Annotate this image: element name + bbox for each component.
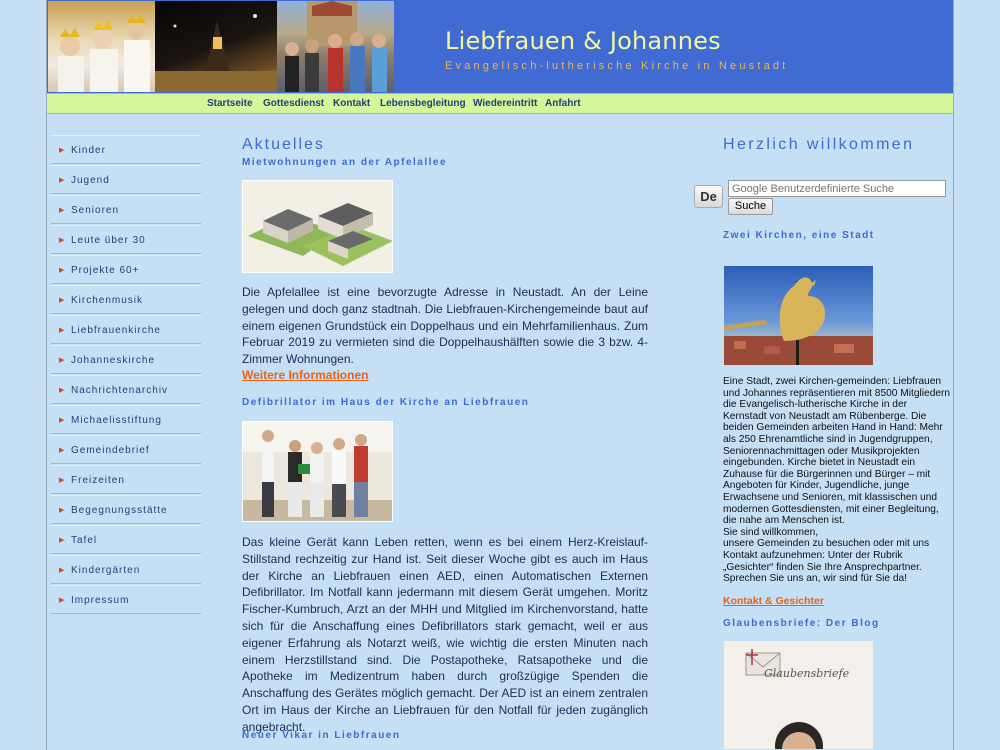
arrow-right-icon: ▶ bbox=[59, 357, 65, 364]
top-navigation bbox=[47, 93, 954, 114]
welcome-heading: Herzlich willkommen bbox=[723, 136, 915, 153]
arrow-right-icon: ▶ bbox=[59, 567, 65, 574]
sidebar-item-label: Senioren bbox=[71, 205, 120, 216]
article-title[interactable]: Neuer Vikar in Liebfrauen bbox=[242, 730, 401, 741]
sidebar-item-label: Freizeiten bbox=[71, 475, 125, 486]
article-text: Das kleine Gerät kann Leben retten, wenn es bei einem Herz-Kreislauf-Stillstand rechzeitig zur Hand ist. Seit dieser Woche gibt es auch im Haus der Kirche an Liebfrauen einen AED, einen Automatischen Externen Defibrillator. Im Notfall kann jedermann mit diesem Gerät umgehen. Moritz Fischer-Kumbruch, Arzt an der MHH und Mitglied im Kirchenvorstand, hatte sich für die Anschaffung eines Defibrillators stark gemacht, weil er aus eigener Erfahrung als Notarzt weiß, wie wichtig die ersten Minuten nach einem Herzstillstand sind. Die Postapotheke, Ratsapotheke und die Apotheke im Medizentrum haben durch großzügige Spenden die Anschaffung des Gerätes möglich gemacht. Der AED ist an einem zentralen Ort im Haus der Kirche an Liebfrauen für den Notfall für jeden zugänglich angebracht. bbox=[242, 535, 648, 734]
sidebar-item-kinder[interactable] bbox=[51, 135, 201, 164]
site-subtitle: Evangelisch-lutherische Kirche in Neustadt bbox=[445, 60, 789, 72]
sidebar-item-label: Kinder bbox=[71, 145, 106, 156]
sidebar-item-johanneskirche[interactable] bbox=[51, 345, 201, 374]
sidebar-item-label: Tafel bbox=[71, 535, 98, 546]
arrow-right-icon: ▶ bbox=[59, 147, 65, 154]
arrow-right-icon: ▶ bbox=[59, 597, 65, 604]
site-header bbox=[47, 0, 954, 93]
arrow-right-icon: ▶ bbox=[59, 417, 65, 424]
arrow-right-icon: ▶ bbox=[59, 387, 65, 394]
sidebar-item-label: Leute über 30 bbox=[71, 235, 146, 246]
header-photo-people bbox=[277, 1, 394, 92]
language-de-button[interactable]: De bbox=[694, 185, 723, 208]
sidebar-item-impressum[interactable] bbox=[51, 585, 201, 614]
sidebar-item-liebfrauenkirche[interactable] bbox=[51, 315, 201, 344]
nav-anfahrt[interactable]: Anfahrt bbox=[545, 98, 581, 109]
sidebar-item-label: Kirchenmusik bbox=[71, 295, 144, 306]
article-image-defibrillator-group[interactable] bbox=[242, 421, 393, 522]
sidebar-item-label: Impressum bbox=[71, 595, 130, 606]
sidebar-item-label: Begegnungsstätte bbox=[71, 505, 168, 516]
header-photo-children bbox=[48, 1, 155, 92]
sidebar-item-freizeiten[interactable] bbox=[51, 465, 201, 494]
sidebar-item-nachrichtenarchiv[interactable] bbox=[51, 375, 201, 404]
sidebar-item-begegnungsstaette[interactable] bbox=[51, 495, 201, 524]
article-image-houses[interactable] bbox=[242, 180, 393, 273]
search-button[interactable]: Suche bbox=[728, 198, 773, 215]
more-info-link[interactable]: Weitere Informationen bbox=[242, 368, 369, 382]
sidebar-item-senioren[interactable] bbox=[51, 195, 201, 224]
contact-faces-link[interactable]: Kontakt & Gesichter bbox=[723, 595, 824, 607]
sidebar-item-tafel[interactable] bbox=[51, 525, 201, 554]
arrow-right-icon: ▶ bbox=[59, 237, 65, 244]
arrow-right-icon: ▶ bbox=[59, 177, 65, 184]
arrow-right-icon: ▶ bbox=[59, 267, 65, 274]
header-photo-church-night bbox=[155, 1, 277, 92]
search-input[interactable] bbox=[728, 180, 946, 197]
news-heading: Aktuelles bbox=[242, 136, 325, 153]
sidebar-item-gemeindebrief[interactable] bbox=[51, 435, 201, 464]
sidebar-item-projekte-60[interactable] bbox=[51, 255, 201, 284]
page-frame bbox=[46, 0, 954, 750]
sidebar-item-leute-ueber-30[interactable] bbox=[51, 225, 201, 254]
arrow-right-icon: ▶ bbox=[59, 477, 65, 484]
sidebar-item-label: Nachrichtenarchiv bbox=[71, 385, 169, 396]
nav-wiedereintritt[interactable]: Wiedereintritt bbox=[473, 98, 538, 109]
arrow-right-icon: ▶ bbox=[59, 537, 65, 544]
welcome-text: Eine Stadt, zwei Kirchen-gemeinden: Liebfrauen und Johannes repräsentieren mit 8500 Mitgliedern die Evangelisch-lutherische Kirche in der Kernstadt von Neustadt am Rübenberge. Die beiden Gemeinden arbeiten Hand in Hand: Mehr als 250 Ehrenamtliche sind in Jugendgruppen, Seniorennachmittagen oder Musikprojekten eingebunden. Kirche bietet in Neustadt ein Zuhause für die Bürgerinnen und Bürger – mit Angeboten für Kinder, Jugendliche, junge Erwachsene und Senioren, mit klassischen und modernen Gottesdiensten, mit einer Begleitung, die nahe am Menschen ist. Sie sind willkommen, unsere Gemeinden zu besuchen oder mit uns Kontakt aufzunehmen: Unter der Rubrik „Gesichter“ finden Sie Ihre Ansprechpartner. Sprechen Sie uns an, wir sind für Sie da! bbox=[723, 376, 951, 585]
sidebar-menu bbox=[47, 114, 201, 750]
nav-gottesdienst[interactable]: Gottesdienst bbox=[263, 98, 325, 109]
main-content bbox=[201, 114, 679, 750]
arrow-right-icon: ▶ bbox=[59, 327, 65, 334]
arrow-right-icon: ▶ bbox=[59, 507, 65, 514]
blog-image-lettering: Glaubensbriefe bbox=[764, 667, 850, 680]
article-text: Die Apfelallee ist eine bevorzugte Adresse in Neustadt. An der Leine gelegen und doch ganz stadtnah. Die Liebfrauen-Kirchengemeinde baut auf einem eigenen Grundstück ein Doppelhaus und ein Mehrfamilienhaus. Zum Februar 2019 zu vermieten sind die Doppelhaushälften sowie die 3 bzw. 4-Zimmer Wohnungen. bbox=[242, 285, 648, 367]
article-title[interactable]: Mietwohnungen an der Apfelallee bbox=[242, 157, 448, 168]
arrow-right-icon: ▶ bbox=[59, 207, 65, 214]
sidebar-item-label: Johanneskirche bbox=[71, 355, 156, 366]
right-column bbox=[679, 114, 954, 750]
article-title[interactable]: Defibrillator im Haus der Kirche an Liebfrauen bbox=[242, 397, 530, 408]
section-title: Glaubensbriefe: Der Blog bbox=[723, 618, 880, 629]
site-title: Liebfrauen & Johannes bbox=[445, 27, 721, 55]
sidebar-item-label: Michaelisstiftung bbox=[71, 415, 162, 426]
sidebar-item-jugend[interactable] bbox=[51, 165, 201, 194]
nav-kontakt[interactable]: Kontakt bbox=[333, 98, 371, 109]
sidebar-item-label: Gemeindebrief bbox=[71, 445, 150, 456]
sidebar-item-label: Liebfrauenkirche bbox=[71, 325, 161, 336]
sidebar-item-label: Jugend bbox=[71, 175, 110, 186]
section-title: Zwei Kirchen, eine Stadt bbox=[723, 230, 875, 241]
nav-lebensbegleitung[interactable]: Lebensbegleitung bbox=[380, 98, 466, 109]
arrow-right-icon: ▶ bbox=[59, 447, 65, 454]
nav-startseite[interactable]: Startseite bbox=[207, 98, 253, 109]
sidebar-item-label: Projekte 60+ bbox=[71, 265, 140, 276]
sidebar-item-kindergaerten[interactable] bbox=[51, 555, 201, 584]
sidebar-item-label: Kindergärten bbox=[71, 565, 141, 576]
sidebar-item-kirchenmusik[interactable] bbox=[51, 285, 201, 314]
blog-image[interactable] bbox=[723, 640, 874, 750]
arrow-right-icon: ▶ bbox=[59, 297, 65, 304]
rooster-image bbox=[723, 265, 874, 366]
sidebar-item-michaelisstiftung[interactable] bbox=[51, 405, 201, 434]
